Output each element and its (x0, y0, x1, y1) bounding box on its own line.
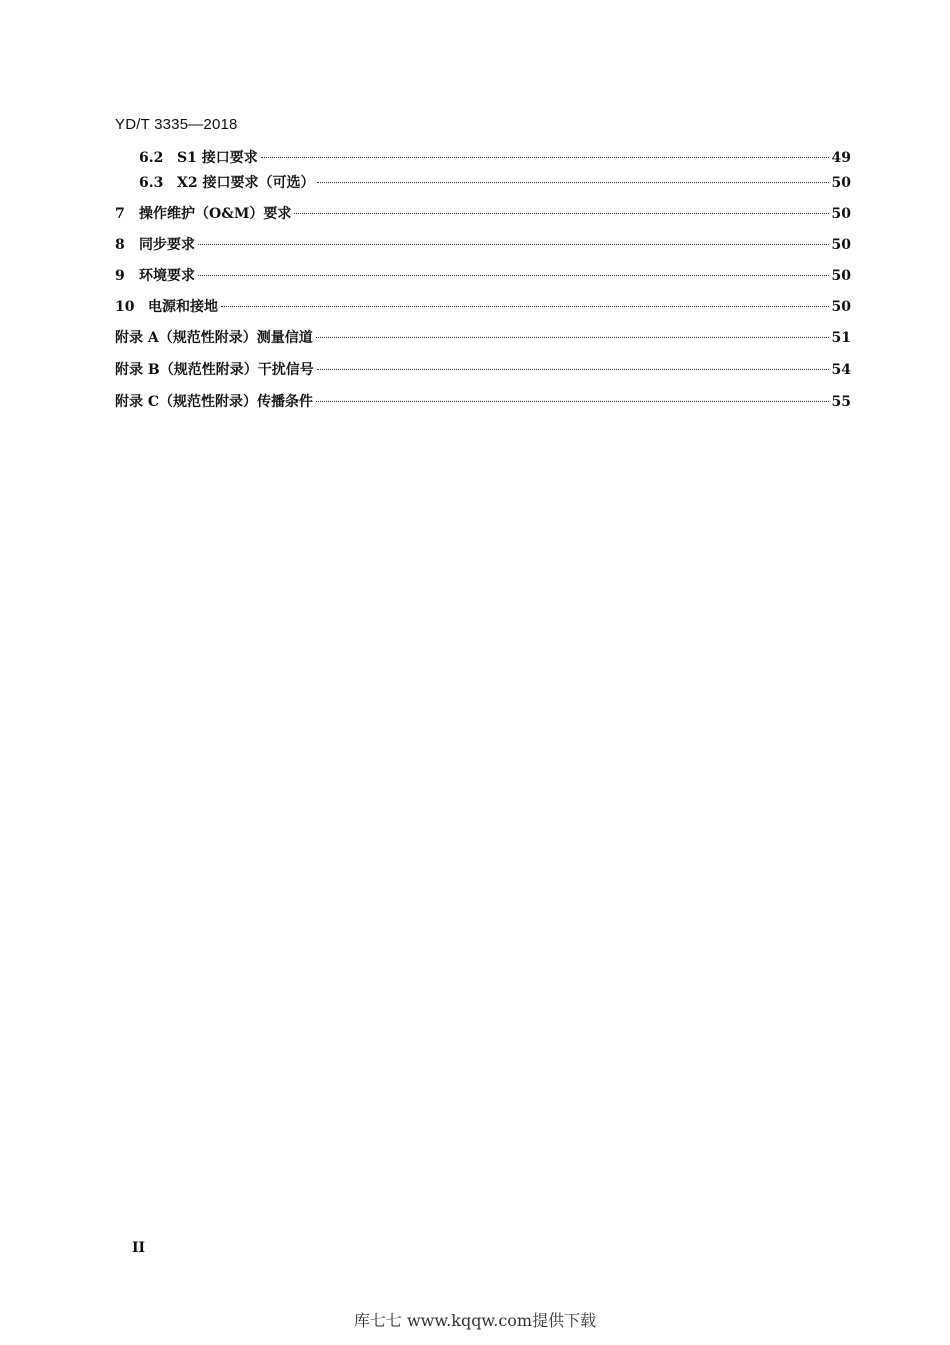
toc-entry-8[interactable] (115, 236, 851, 254)
toc-entry-page: 55 (831, 394, 851, 410)
toc-entry-number: 8 (115, 237, 125, 253)
toc-entry-title: 电源和接地 (148, 299, 218, 315)
toc-entry-title: 同步要求 (139, 237, 195, 253)
toc-entry-10[interactable] (115, 298, 851, 316)
toc-entry-page: 50 (831, 206, 851, 222)
dot-leader (316, 337, 829, 338)
toc-entry-appendix-c[interactable] (115, 393, 851, 411)
toc-entry-number: 6.2 (139, 150, 164, 166)
dot-leader (198, 244, 829, 245)
toc-entry-page: 50 (831, 268, 851, 284)
toc-entry-page: 50 (831, 299, 851, 315)
toc-entry-appendix-a[interactable] (115, 329, 851, 347)
dot-leader (198, 275, 829, 276)
toc-entry-title: X2 接口要求（可选） (177, 175, 315, 191)
toc-entry-page: 49 (831, 150, 851, 166)
toc-entry-number: 7 (115, 206, 125, 222)
toc-entry-appendix-b[interactable] (115, 361, 851, 379)
dot-leader (316, 401, 828, 402)
toc-entry-page: 50 (831, 237, 851, 253)
toc-entry-6-2[interactable] (139, 149, 851, 167)
toc-entry-page: 50 (831, 175, 851, 191)
download-source-note: 库七七 www.kqqw.com提供下载 (353, 1311, 597, 1330)
dot-leader (261, 157, 829, 158)
dot-leader (317, 182, 828, 183)
page-number: II (132, 1240, 146, 1256)
toc-entry-number: 9 (115, 268, 125, 284)
document-code: YD/T 3335—2018 (115, 116, 238, 133)
dot-leader (221, 306, 829, 307)
toc-entry-title: S1 接口要求 (177, 150, 258, 166)
toc-entry-title: 附录 B（规范性附录）干扰信号 (115, 362, 314, 378)
toc-entry-page: 51 (831, 330, 851, 346)
toc-entry-9[interactable] (115, 267, 851, 285)
toc-entry-title: 附录 C（规范性附录）传播条件 (115, 394, 314, 410)
toc-entry-title: 附录 A（规范性附录）测量信道 (115, 330, 313, 346)
toc-entry-title: 操作维护（O&M）要求 (139, 206, 292, 222)
toc-entry-6-3[interactable] (139, 174, 851, 192)
toc-entry-number: 6.3 (139, 175, 164, 191)
toc-entry-title: 环境要求 (139, 268, 195, 284)
toc-entry-7[interactable] (115, 205, 851, 223)
toc-entry-number: 10 (115, 299, 135, 315)
dot-leader (294, 213, 828, 214)
toc-entry-page: 54 (831, 362, 851, 378)
dot-leader (317, 369, 829, 370)
